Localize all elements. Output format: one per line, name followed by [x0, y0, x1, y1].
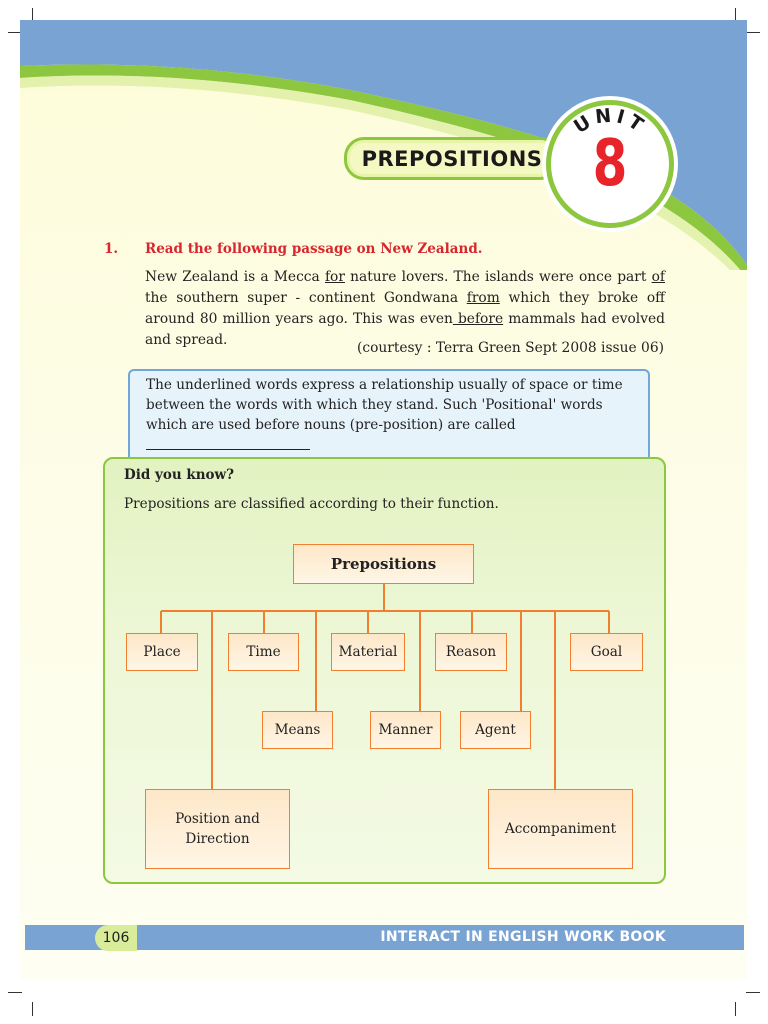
passage-segment: mammals had evolved and spread. — [145, 311, 665, 348]
category-place: Place — [126, 633, 198, 671]
svg-text:UNIT: UNIT — [569, 104, 651, 139]
category-reason: Reason — [435, 633, 507, 671]
category-position-direction: Position and Direction — [145, 789, 290, 869]
category-means: Means — [262, 711, 333, 749]
crop-mark — [735, 1002, 736, 1016]
chapter-title-banner — [344, 137, 560, 180]
category-material: Material — [331, 633, 405, 671]
passage-source: (courtesy : Terra Green Sept 2008 issue 06) — [356, 340, 664, 356]
passage-text — [145, 267, 665, 351]
crop-mark — [32, 1002, 33, 1016]
underlined-preposition: from — [466, 290, 500, 306]
crop-mark — [8, 992, 22, 993]
passage-segment: the southern super - continent Gondwana — [145, 290, 467, 306]
category-accompaniment: Accompaniment — [488, 789, 633, 869]
category-agent: Agent — [460, 711, 531, 749]
underlined-preposition: before — [452, 311, 504, 327]
footer-book-title: INTERACT IN ENGLISH WORK BOOK — [380, 929, 666, 945]
passage-segment: nature lovers. The islands were once part — [344, 269, 652, 285]
answer-blank[interactable] — [146, 435, 310, 450]
did-you-know-title: Did you know? — [124, 467, 235, 483]
chapter-title: PREPOSITIONS — [361, 146, 543, 171]
passage-segment: New Zealand is a Mecca — [145, 269, 325, 285]
underlined-preposition: of — [651, 269, 665, 285]
category-manner: Manner — [370, 711, 441, 749]
passage-segment: which they broke off around 80 million years ago. This was even — [145, 290, 665, 327]
info-box-text: The underlined words express a relationship usually of space or time between the words with which they stand. Such 'Positional' words which are used before nouns (pre-position) are called — [146, 377, 623, 433]
crop-mark — [746, 32, 760, 33]
tree-root-prepositions: Prepositions — [293, 544, 474, 584]
did-you-know-subtitle: Prepositions are classified according to their function. — [124, 496, 499, 512]
category-goal: Goal — [570, 633, 643, 671]
question-instruction: Read the following passage on New Zealand. — [145, 241, 483, 257]
page-number: 106 — [95, 925, 137, 951]
underlined-preposition: for — [324, 269, 345, 285]
info-box — [128, 369, 650, 464]
crop-mark — [746, 992, 760, 993]
question-number: 1. — [104, 241, 119, 257]
category-time: Time — [228, 633, 299, 671]
unit-number: 8 — [592, 127, 628, 201]
